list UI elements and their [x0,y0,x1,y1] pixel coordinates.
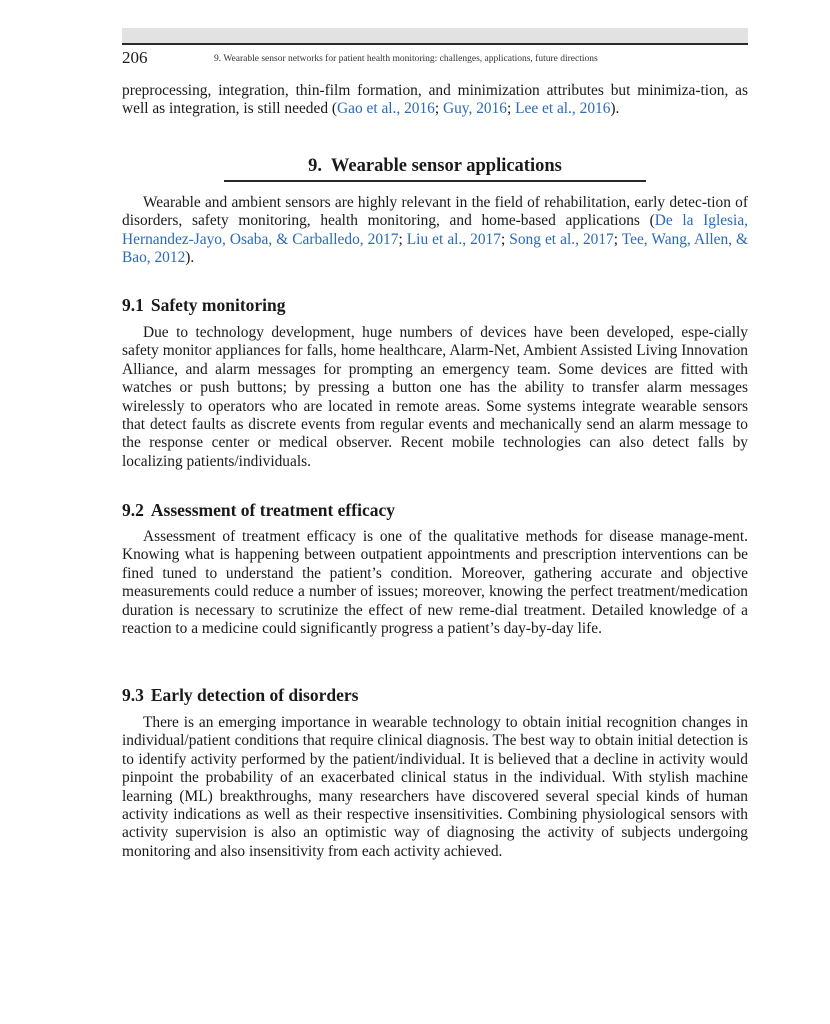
citation-link[interactable]: Guy, 2016 [443,100,507,118]
subsection-paragraph-9-2: Assessment of treatment efficacy is one of the qualitative methods for disease manage-ment. Knowing what is happening between outpatient appointments and prescription interventions can be fined tuned to understand the patient’s condition. Moreover, gathering accurate and objective measurements could reduce a number of issues; moreover, knowing the perfect treatment/medication duration is necessary to scrutinize the effect of new reme-dial treatment. Detailed knowledge of a reaction to a medicine could significantly progress a patient’s day-by-day life. [122,528,748,638]
citation-separator: ; [434,100,443,118]
citation-link[interactable]: Liu et al., 2017 [406,230,501,248]
subsection-number: 9.1 [122,295,144,315]
subsection-heading-9-3 [122,685,358,706]
section-number: 9. [308,156,322,176]
subsection-heading-9-1 [122,295,286,316]
section-rule [224,180,646,182]
citation-link[interactable]: Song et al., 2017 [509,230,614,248]
citation-separator: ; [500,230,510,248]
subsection-title: Assessment of treatment efficacy [150,500,395,520]
subsection-number: 9.3 [122,685,144,705]
subsection-title: Early detection of disorders [150,685,359,705]
citation-link[interactable]: Lee et al., 2016 [515,100,611,118]
intro-paragraph [122,82,748,119]
header-rule [122,43,748,45]
section-text: Wearable and ambient sensors are highly relevant in the field of rehabilitation, early detec-tion of disorders, safety monitoring, health monitoring, and home-based applications ( [122,194,748,230]
citation-separator: ; [506,100,516,118]
intro-text-end: ). [610,100,620,118]
subsection-heading-9-2 [122,500,395,521]
section-paragraph [122,194,748,268]
subsection-paragraph-9-1: Due to technology development, huge numbers of devices have been developed, espe-cially safety monitor appliances for falls, home healthcare, Alarm-Net, Ambient Assisted Living Innovation Alliance, and alarm messages for prompting an emergency team. Some devices are fitted with watches or push buttons; by pressing a button one has the ability to transfer alarm messages wirelessly to operators who are located in remote areas. Some systems integrate wearable sensors that detect faults as discrete events from regular events and mechanically send an alarm message to the response center or medical observer. Recent mobile technologies can also detect falls by localizing patients/individuals. [122,324,748,470]
citation-separator: ; [398,230,407,248]
citation-link[interactable]: Gao et al., 2016 [337,100,435,118]
section-title: Wearable sensor applications [330,156,562,176]
subsection-title: Safety monitoring [150,295,286,315]
citation-separator: ; [613,230,622,248]
citation-link[interactable]: De la Iglesia, Hernandez-Jayo, Osaba, & Carballedo, 2017 [122,212,749,248]
subsection-paragraph-9-3: There is an emerging importance in wearable technology to obtain initial recognition changes in individual/patient conditions that require clinical diagnosis. The best way to obtain initial detection is to identify activity performed by the patient/individual. It is believed that a decline in activity would pinpoint the probability of an exacerbated clinical status in the individual. With stylish machine learning (ML) breakthroughs, many researchers have discovered several special kinds of human activity indications as well as their respective insensitivities. Combining physiological sensors with activity supervision is also an optimistic way of diagnosing the activity of subjects undergoing monitoring and also insensitivity from each activity achieved. [122,714,748,860]
citation-link[interactable]: Tee, Wang, Allen, & Bao, 2012 [122,230,749,267]
intro-text: preprocessing, integration, thin-film formation, and minimization attributes but minimiza-tion, as well as integration, is still needed ( [122,82,748,118]
section-text-end: ). [185,249,195,267]
subsection-number: 9.2 [122,500,144,520]
header-bar [122,28,748,43]
section-heading [224,156,646,177]
running-head: 9. Wearable sensor networks for patient health monitoring: challenges, applications, future directions [214,54,598,64]
page-number: 206 [122,48,148,67]
